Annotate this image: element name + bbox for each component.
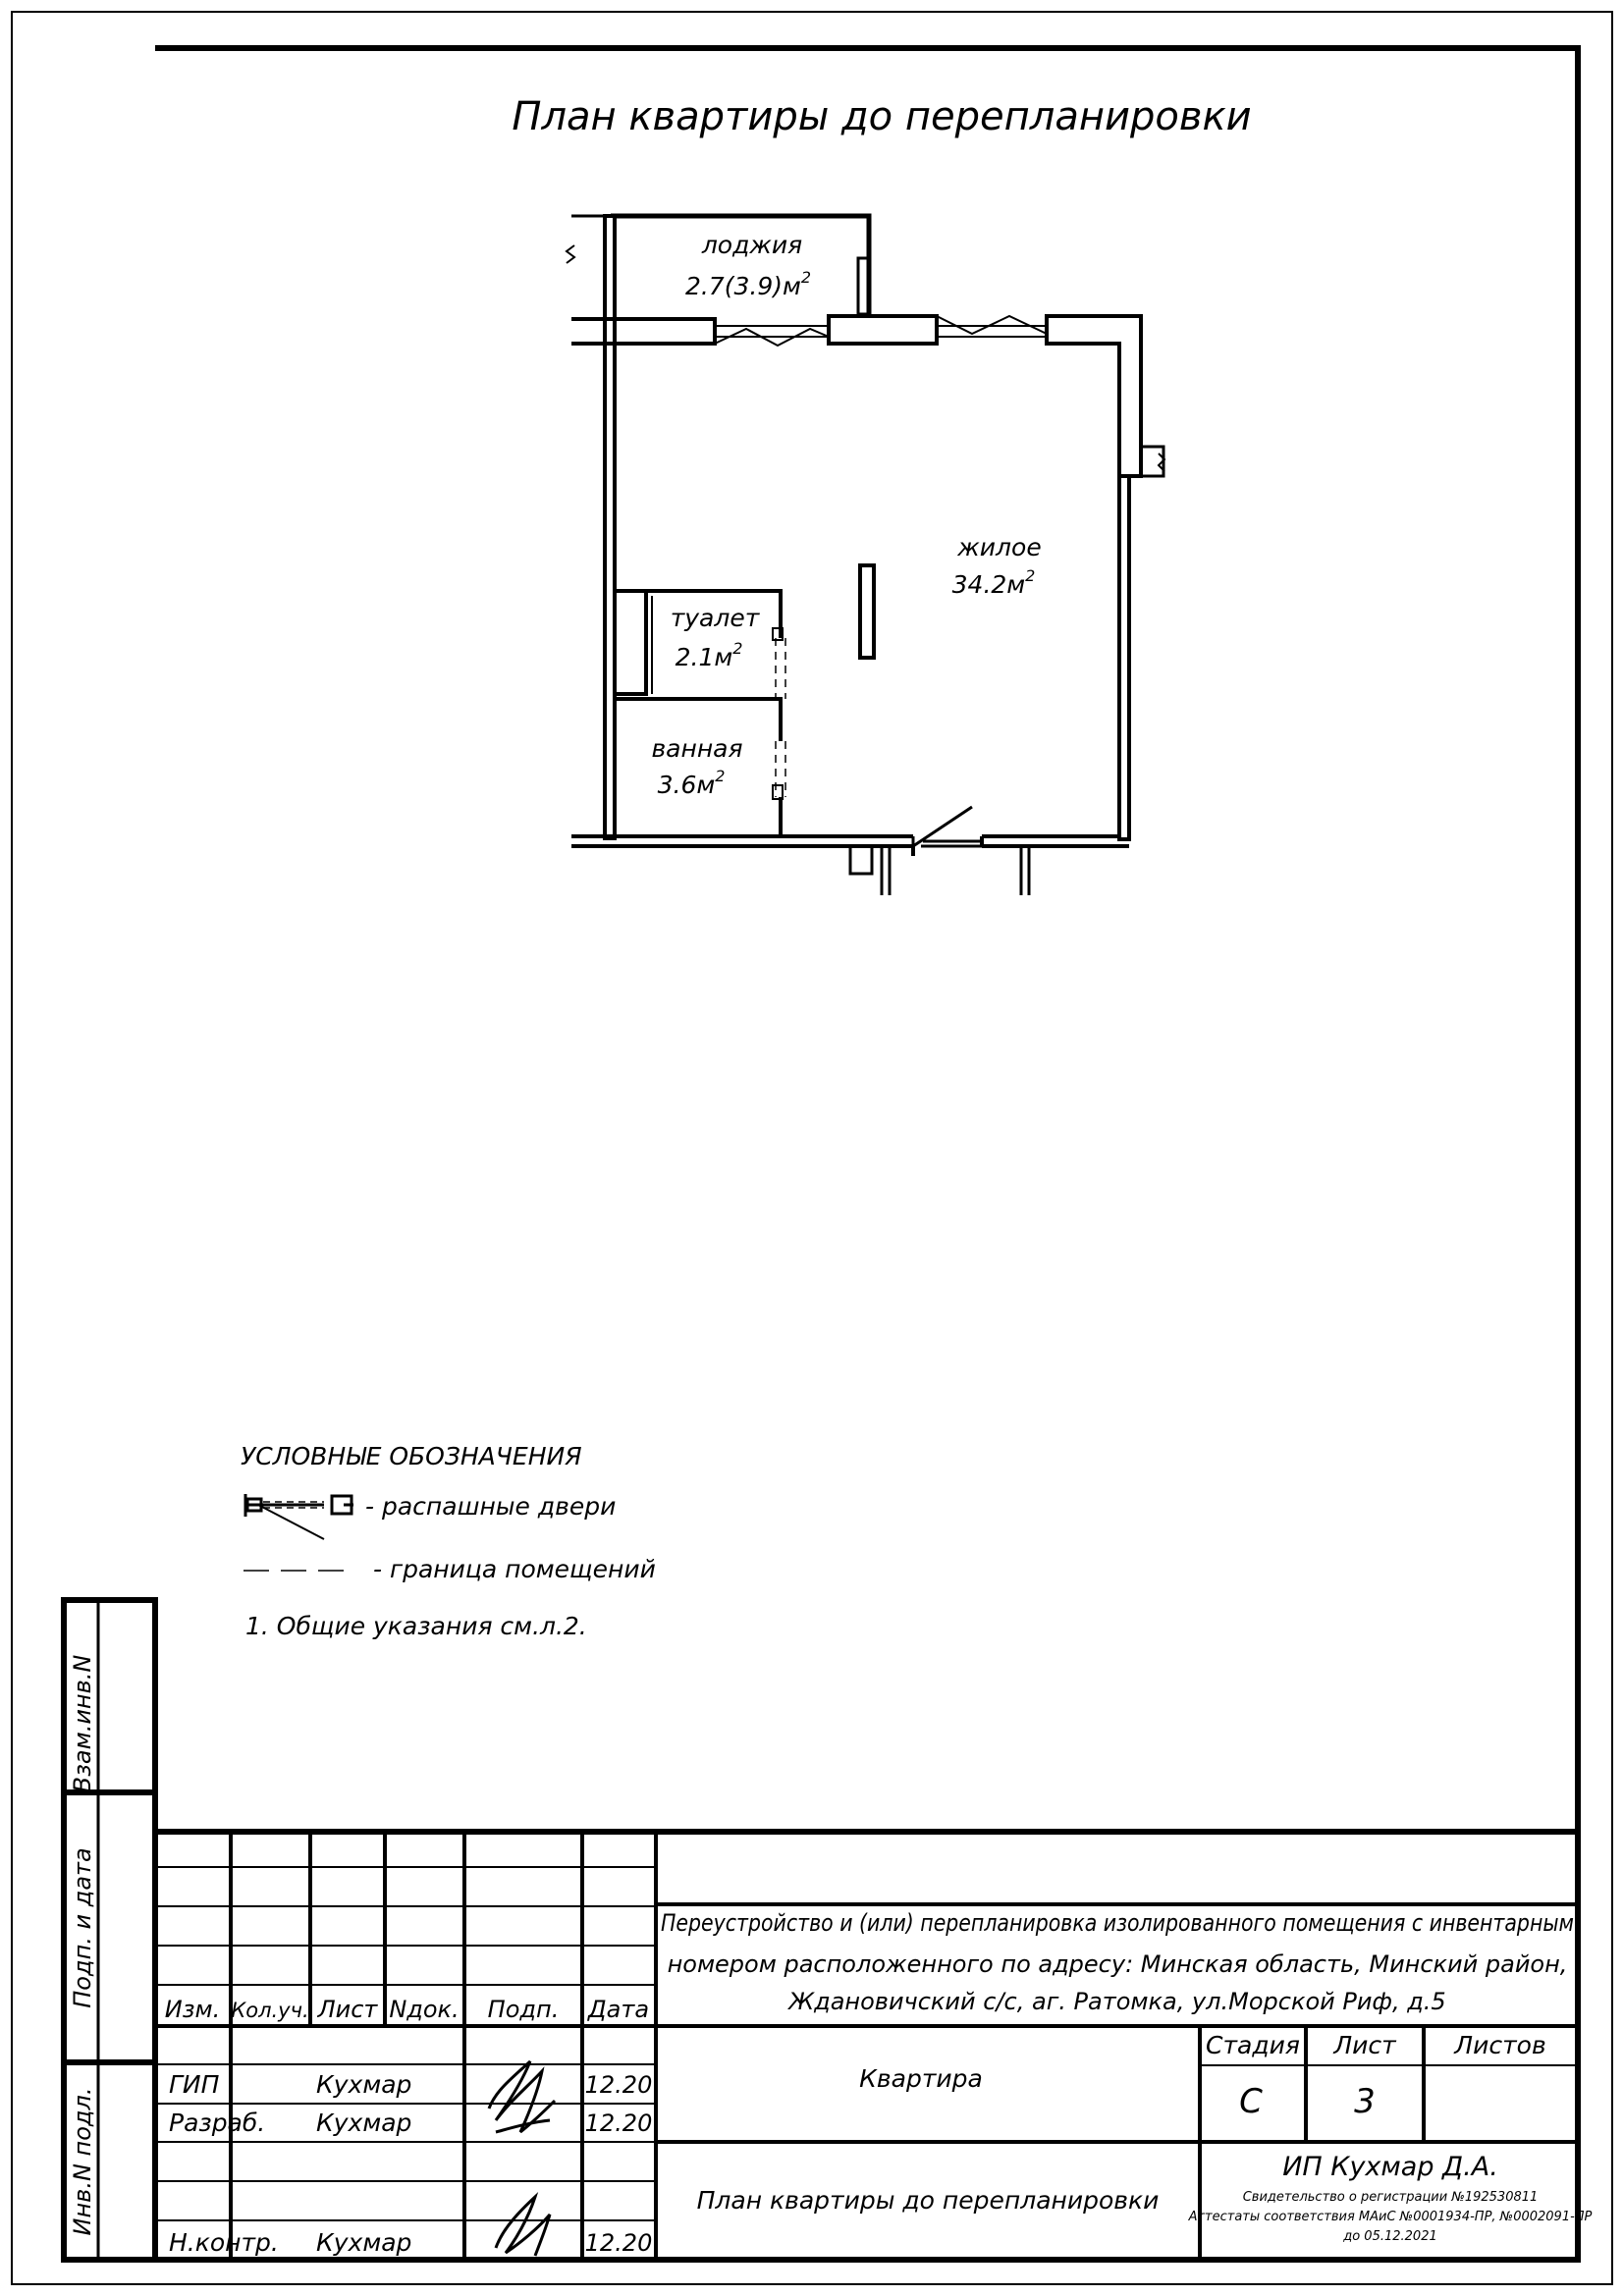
col-header-koluch: Кол.уч. bbox=[231, 1999, 309, 2022]
project-line-1: Переустройство и (или) перепланировка изолированного помещения с инвентарным bbox=[661, 1909, 1574, 1937]
south-wall-east bbox=[982, 836, 1129, 846]
col-header-list: Лист bbox=[317, 1996, 378, 2023]
name-razrab: Кухмар bbox=[316, 2109, 412, 2137]
sheets-header: Листов bbox=[1454, 2031, 1546, 2059]
legend-heading: УСЛОВНЫЕ ОБОЗНАЧЕНИЯ bbox=[241, 1442, 582, 1470]
room-area-toilet: $2.1м^2$ bbox=[675, 639, 743, 671]
legend-boundary-label: - граница помещений bbox=[373, 1555, 656, 1583]
loggia-break bbox=[567, 245, 574, 263]
room-name-bath: ванная bbox=[651, 734, 743, 763]
legend-door-label: - распашные двери bbox=[365, 1492, 617, 1521]
sheet-header: Лист bbox=[1333, 2031, 1396, 2059]
company-name: ИП Кухмар Д.А. bbox=[1282, 2152, 1498, 2182]
north-wall-east bbox=[1047, 316, 1141, 476]
corridor-stub-2 bbox=[1021, 846, 1029, 895]
role-razrab: Разраб. bbox=[169, 2109, 266, 2137]
room-name-toilet: туалет bbox=[670, 604, 760, 632]
col-header-izm: Изм. bbox=[164, 1996, 221, 2023]
legend-note: 1. Общие указания см.л.2. bbox=[245, 1612, 587, 1640]
project-line-2: номером расположенного по адресу: Минская область, Минский район, bbox=[667, 1950, 1568, 1978]
room-area-bath: $3.6м^2$ bbox=[657, 767, 726, 799]
company-detail-3: до 05.12.2021 bbox=[1343, 2229, 1437, 2244]
west-wall bbox=[605, 216, 615, 838]
name-nkontr: Кухмар bbox=[316, 2228, 412, 2257]
corridor-stub-1 bbox=[850, 846, 890, 895]
door-symbol bbox=[245, 1494, 353, 1539]
window-1 bbox=[715, 326, 829, 346]
room-area-living: $34.2м^2$ bbox=[951, 566, 1036, 599]
bath-door-leaf bbox=[773, 785, 783, 799]
sheet-value: 3 bbox=[1354, 2082, 1376, 2121]
entrance-door bbox=[913, 807, 982, 856]
room-name-living: жилое bbox=[957, 533, 1042, 561]
north-wall-pier bbox=[829, 316, 937, 344]
bath-walls bbox=[615, 699, 781, 836]
east-wall bbox=[1119, 476, 1129, 839]
floor-plan bbox=[567, 216, 1164, 895]
col-header-ndok: Nдок. bbox=[389, 1996, 460, 2023]
role-nkontr: Н.контр. bbox=[169, 2228, 279, 2257]
col-header-data: Дата bbox=[587, 1996, 650, 2023]
window-2 bbox=[937, 316, 1047, 337]
role-gip: ГИП bbox=[169, 2070, 220, 2099]
date-gip: 12.20 bbox=[584, 2071, 653, 2099]
stage-header: Стадия bbox=[1206, 2031, 1300, 2059]
sheet-name: План квартиры до перепланировки bbox=[696, 2186, 1160, 2215]
signature bbox=[489, 2061, 555, 2256]
project-line-3: Ждановичский с/с, аг. Ратомка, ул.Морской Риф, д.5 bbox=[788, 1988, 1446, 2015]
date-razrab: 12.20 bbox=[584, 2109, 653, 2137]
stage-value: С bbox=[1239, 2082, 1263, 2121]
internal-column bbox=[860, 565, 874, 658]
south-wall-west bbox=[571, 836, 913, 856]
name-gip: Кухмар bbox=[316, 2070, 412, 2099]
side-label-vzam: Взам.инв.N bbox=[69, 1654, 96, 1793]
object-name: Квартира bbox=[859, 2064, 983, 2093]
company-detail-2: Аттестаты соответствия МАиС №0001934-ПР, №0002091-ПР bbox=[1188, 2210, 1593, 2224]
side-label-podp: Подп. и дата bbox=[69, 1847, 96, 2008]
sheet-title: План квартиры до перепланировки bbox=[512, 94, 1252, 139]
north-wall bbox=[571, 319, 715, 344]
company-detail-1: Свидетельство о регистрации №192530811 bbox=[1242, 2190, 1539, 2205]
side-label-inv: Инв.N подл. bbox=[69, 2087, 96, 2236]
date-nkontr: 12.20 bbox=[584, 2229, 653, 2257]
outer-border bbox=[12, 12, 1612, 2284]
col-header-podp: Подп. bbox=[487, 1996, 560, 2023]
east-stub bbox=[1141, 447, 1163, 476]
room-area-loggia: $2.7(3.9)м^2$ bbox=[684, 268, 812, 300]
room-name-loggia: лоджия bbox=[701, 231, 803, 259]
